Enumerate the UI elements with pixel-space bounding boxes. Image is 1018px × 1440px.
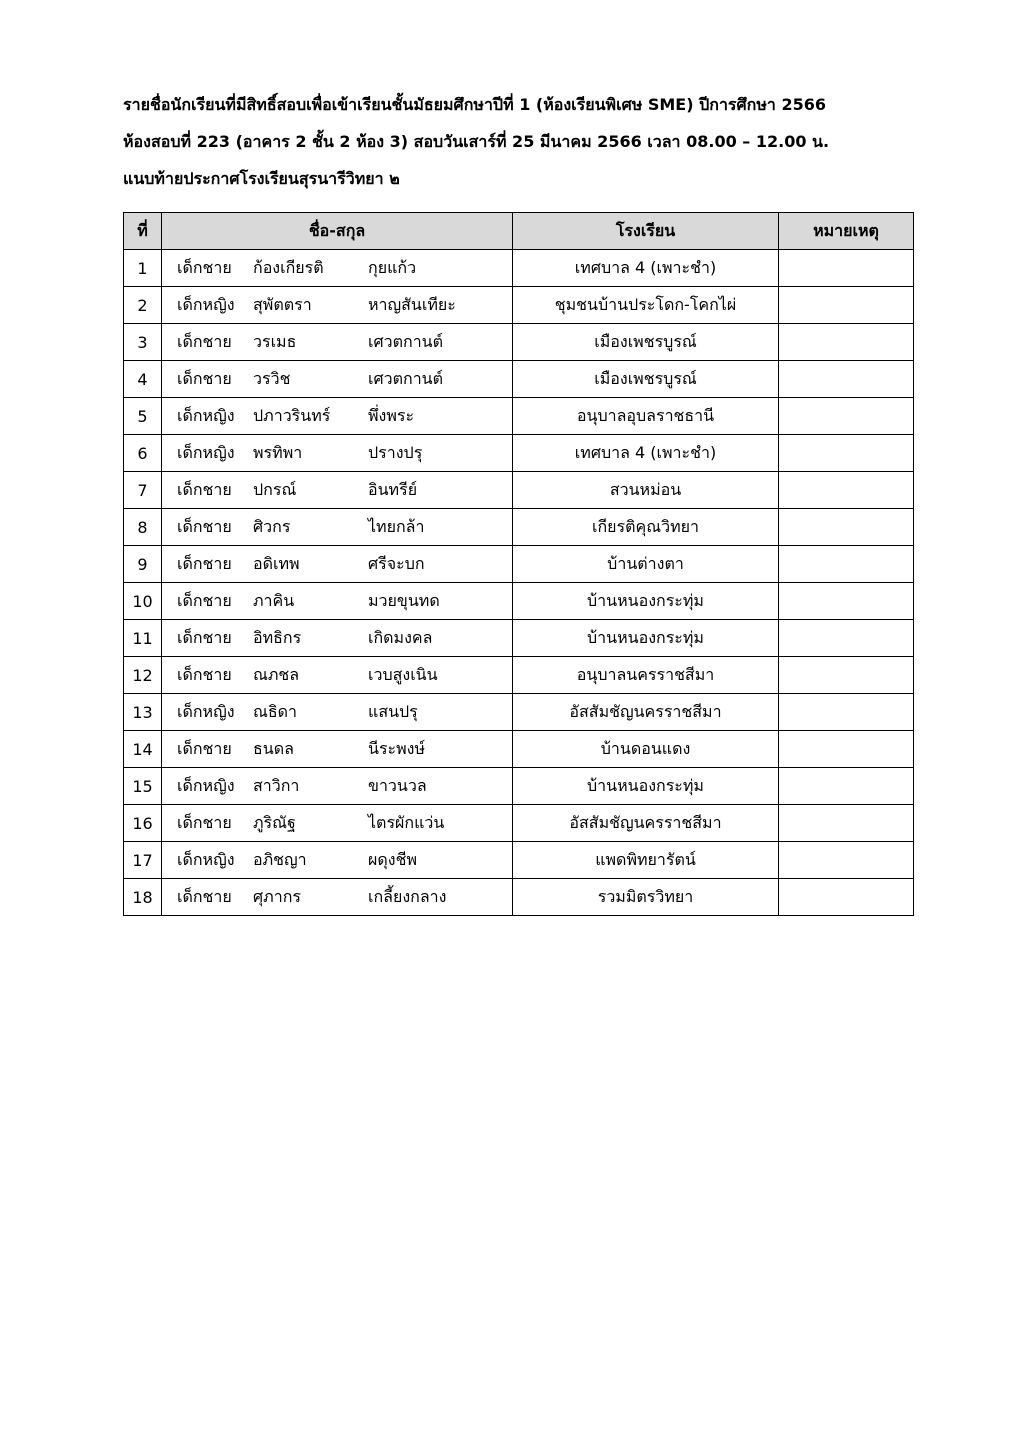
student-name-cell <box>162 472 513 509</box>
first-name: ณธิดา <box>253 701 297 721</box>
table-row <box>124 731 914 768</box>
school-name: อัสสัมชัญนครราชสีมา <box>513 805 779 842</box>
heading-line-2: ห้องสอบที่ 223 (อาคาร 2 ชั้น 2 ห้อง 3) สอบวันเสาร์ที่ 25 มีนาคม 2566 เวลา 08.00 – 12.00 น. <box>123 132 830 151</box>
first-name: อิทธิกร <box>253 627 302 647</box>
row-number: 5 <box>124 398 162 435</box>
student-name <box>162 324 512 360</box>
name-prefix: เด็กชาย <box>177 590 232 610</box>
remark <box>779 361 914 398</box>
heading-line-3: แนบท้ายประกาศโรงเรียนสุรนารีวิทยา ๒ <box>123 169 400 188</box>
remark <box>779 842 914 879</box>
student-name-cell <box>162 509 513 546</box>
first-name: ธนดล <box>253 738 294 758</box>
remark <box>779 657 914 694</box>
row-number: 2 <box>124 287 162 324</box>
school-name: เทศบาล 4 (เพาะชำ) <box>513 435 779 472</box>
row-number: 1 <box>124 250 162 287</box>
student-name-cell <box>162 398 513 435</box>
table-row <box>124 620 914 657</box>
student-name <box>162 472 512 508</box>
table-row <box>124 509 914 546</box>
table-row <box>124 472 914 509</box>
student-name <box>162 435 512 471</box>
last-name: ศรีจะบก <box>368 553 425 573</box>
first-name: พรทิพา <box>253 442 303 462</box>
remark <box>779 583 914 620</box>
table-row <box>124 546 914 583</box>
first-name: ณภชล <box>253 664 300 684</box>
student-name-cell <box>162 731 513 768</box>
student-name <box>162 509 512 545</box>
last-name: ไตรผักแว่น <box>368 812 445 832</box>
name-prefix: เด็กชาย <box>177 331 232 351</box>
table-row <box>124 287 914 324</box>
student-name <box>162 805 512 841</box>
school-name: อนุบาลอุบลราชธานี <box>513 398 779 435</box>
table-body <box>124 250 914 916</box>
student-name <box>162 842 512 878</box>
student-name <box>162 361 512 397</box>
student-name-cell <box>162 805 513 842</box>
table-row <box>124 398 914 435</box>
last-name: เวบสูงเนิน <box>368 664 438 684</box>
student-name <box>162 546 512 582</box>
row-number: 8 <box>124 509 162 546</box>
student-roster-table <box>123 212 914 916</box>
school-name: เมืองเพชรบูรณ์ <box>513 361 779 398</box>
student-name <box>162 620 512 656</box>
name-prefix: เด็กหญิง <box>177 405 235 425</box>
last-name: ไทยกล้า <box>368 516 425 536</box>
remark <box>779 879 914 916</box>
student-name-cell <box>162 879 513 916</box>
school-name: บ้านดอนแดง <box>513 731 779 768</box>
student-name <box>162 731 512 767</box>
row-number: 17 <box>124 842 162 879</box>
last-name: เกลี้ยงกลาง <box>368 886 447 906</box>
table-row <box>124 768 914 805</box>
name-prefix: เด็กชาย <box>177 664 232 684</box>
table-row <box>124 694 914 731</box>
student-name-cell <box>162 435 513 472</box>
remark <box>779 694 914 731</box>
school-name: เมืองเพชรบูรณ์ <box>513 324 779 361</box>
last-name: แสนปรุ <box>368 701 418 721</box>
name-prefix: เด็กชาย <box>177 368 232 388</box>
table-row <box>124 250 914 287</box>
first-name: ปกรณ์ <box>253 479 297 499</box>
remark <box>779 731 914 768</box>
remark <box>779 324 914 361</box>
student-name-cell <box>162 657 513 694</box>
remark <box>779 620 914 657</box>
student-name-cell <box>162 694 513 731</box>
row-number: 7 <box>124 472 162 509</box>
remark <box>779 250 914 287</box>
table-row <box>124 842 914 879</box>
row-number: 4 <box>124 361 162 398</box>
remark <box>779 472 914 509</box>
heading-line-1: รายชื่อนักเรียนที่มีสิทธิ์สอบเพื่อเข้าเรียนชั้นมัธยมศึกษาปีที่ 1 (ห้องเรียนพิเศษ SME) ปีการศึกษา 2566 <box>123 95 826 114</box>
row-number: 3 <box>124 324 162 361</box>
student-name-cell <box>162 324 513 361</box>
header-school: โรงเรียน <box>513 213 779 250</box>
name-prefix: เด็กหญิง <box>177 701 235 721</box>
first-name: สุพัตตรา <box>253 294 312 314</box>
student-name-cell <box>162 842 513 879</box>
first-name: สาวิกา <box>253 775 300 795</box>
remark <box>779 509 914 546</box>
name-prefix: เด็กหญิง <box>177 775 235 795</box>
table-row <box>124 805 914 842</box>
header-no: ที่ <box>124 213 162 250</box>
table-row <box>124 361 914 398</box>
header-name: ชื่อ-สกุล <box>162 213 513 250</box>
first-name: ศุภากร <box>253 886 301 906</box>
student-name <box>162 287 512 323</box>
last-name: นีระพงษ์ <box>368 738 426 758</box>
student-name <box>162 583 512 619</box>
name-prefix: เด็กชาย <box>177 738 232 758</box>
row-number: 12 <box>124 657 162 694</box>
first-name: ภูริณัฐ <box>253 812 296 832</box>
student-name <box>162 768 512 804</box>
student-name <box>162 657 512 693</box>
table-row <box>124 324 914 361</box>
row-number: 9 <box>124 546 162 583</box>
school-name: แพดพิทยารัตน์ <box>513 842 779 879</box>
school-name: อัสสัมชัญนครราชสีมา <box>513 694 779 731</box>
name-prefix: เด็กชาย <box>177 516 232 536</box>
last-name: มวยขุนทด <box>368 590 440 610</box>
school-name: รวมมิตรวิทยา <box>513 879 779 916</box>
row-number: 14 <box>124 731 162 768</box>
school-name: เกียรติคุณวิทยา <box>513 509 779 546</box>
document-heading <box>123 86 923 197</box>
first-name: อดิเทพ <box>253 553 300 573</box>
row-number: 10 <box>124 583 162 620</box>
first-name: วรวิช <box>253 368 291 388</box>
last-name: ปรางปรุ <box>368 442 423 462</box>
name-prefix: เด็กชาย <box>177 886 232 906</box>
school-name: บ้านหนองกระทุ่ม <box>513 620 779 657</box>
school-name: ชุมชนบ้านประโดก-โคกไผ่ <box>513 287 779 324</box>
student-name <box>162 250 512 286</box>
student-name-cell <box>162 620 513 657</box>
student-name-cell <box>162 287 513 324</box>
remark <box>779 768 914 805</box>
row-number: 16 <box>124 805 162 842</box>
name-prefix: เด็กหญิง <box>177 442 235 462</box>
row-number: 6 <box>124 435 162 472</box>
table-row <box>124 435 914 472</box>
last-name: กุยแก้ว <box>368 257 417 277</box>
first-name: ก้องเกียรติ <box>253 257 324 277</box>
remark <box>779 287 914 324</box>
row-number: 11 <box>124 620 162 657</box>
name-prefix: เด็กหญิง <box>177 294 235 314</box>
first-name: ปภาวรินทร์ <box>253 405 331 425</box>
remark <box>779 435 914 472</box>
row-number: 18 <box>124 879 162 916</box>
name-prefix: เด็กชาย <box>177 553 232 573</box>
first-name: ศิวกร <box>253 516 291 536</box>
name-prefix: เด็กชาย <box>177 479 232 499</box>
table-row <box>124 657 914 694</box>
last-name: เกิดมงคล <box>368 627 433 647</box>
last-name: พึ่งพระ <box>368 405 415 425</box>
first-name: ภาคิน <box>253 590 295 610</box>
school-name: สวนหม่อน <box>513 472 779 509</box>
school-name: บ้านหนองกระทุ่ม <box>513 768 779 805</box>
student-name-cell <box>162 768 513 805</box>
last-name: เศวตกานต์ <box>368 368 443 388</box>
last-name: หาญสันเทียะ <box>368 294 456 314</box>
remark <box>779 398 914 435</box>
row-number: 13 <box>124 694 162 731</box>
name-prefix: เด็กหญิง <box>177 849 235 869</box>
student-name-cell <box>162 546 513 583</box>
name-prefix: เด็กชาย <box>177 812 232 832</box>
row-number: 15 <box>124 768 162 805</box>
school-name: บ้านต่างตา <box>513 546 779 583</box>
school-name: บ้านหนองกระทุ่ม <box>513 583 779 620</box>
remark <box>779 805 914 842</box>
student-name <box>162 879 512 915</box>
student-name <box>162 694 512 730</box>
table-header-row <box>124 213 914 250</box>
last-name: เศวตกานต์ <box>368 331 443 351</box>
student-name-cell <box>162 361 513 398</box>
name-prefix: เด็กชาย <box>177 627 232 647</box>
first-name: อภิชญา <box>253 849 307 869</box>
table-row <box>124 879 914 916</box>
header-remark: หมายเหตุ <box>779 213 914 250</box>
last-name: อินทรีย์ <box>368 479 418 499</box>
student-name-cell <box>162 583 513 620</box>
student-name <box>162 398 512 434</box>
table-row <box>124 583 914 620</box>
school-name: เทศบาล 4 (เพาะชำ) <box>513 250 779 287</box>
first-name: วรเมธ <box>253 331 297 351</box>
last-name: ขาวนวล <box>368 775 427 795</box>
student-name-cell <box>162 250 513 287</box>
name-prefix: เด็กชาย <box>177 257 232 277</box>
school-name: อนุบาลนครราชสีมา <box>513 657 779 694</box>
last-name: ผดุงชีพ <box>368 849 417 869</box>
remark <box>779 546 914 583</box>
